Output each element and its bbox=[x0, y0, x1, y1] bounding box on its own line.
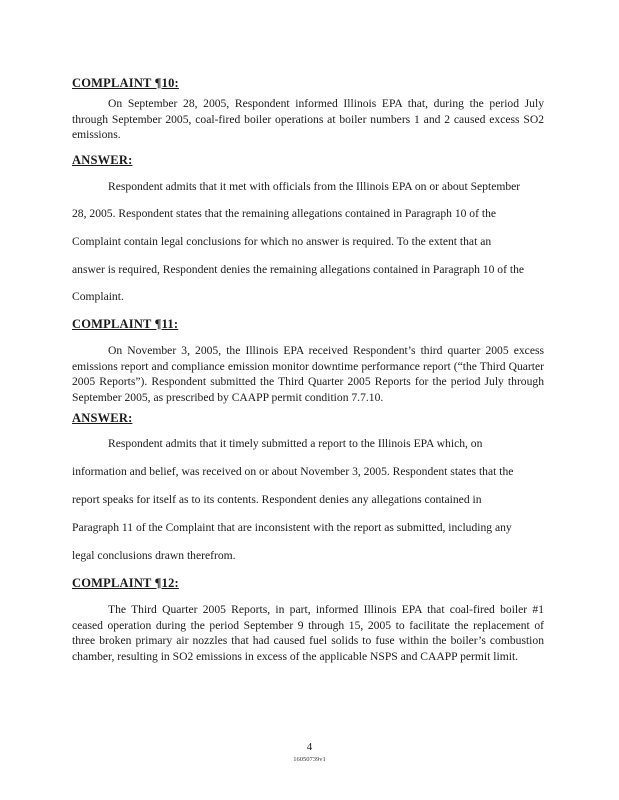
answer-11-line-3: report speaks for itself as to its contents. Respondent denies any allegations contained in bbox=[72, 493, 482, 506]
answer-10-line-3: Complaint contain legal conclusions for which no answer is required. To the extent that an bbox=[72, 235, 492, 248]
complaint-11-text: On November 3, 2005, the Illinois EPA received Respondent’s third quarter 2005 excess emissions report and compliance emission monitor downtime performance report (“the Third Quarter 2005 Reports”). Respondent submitted the Third Quarter 2005 Reports for the period July through September 2005, as prescribed by CAAPP permit condition 7.7.10. bbox=[72, 344, 544, 404]
answer-11-heading: ANSWER: bbox=[72, 411, 133, 425]
answer-10-line-2: 28, 2005. Respondent states that the remaining allegations contained in Paragraph 10 of the bbox=[72, 207, 497, 220]
document-id: 16050739v1 bbox=[293, 756, 326, 763]
complaint-11-paragraph bbox=[72, 343, 544, 405]
answer-10-line-5: Complaint. bbox=[72, 290, 124, 303]
answer-10-line-1: Respondent admits that it met with officials from the Illinois EPA on or about September bbox=[108, 180, 521, 193]
complaint-12-heading: COMPLAINT ¶12: bbox=[72, 576, 179, 590]
complaint-10-paragraph bbox=[72, 96, 544, 143]
complaint-10-text: On September 28, 2005, Respondent informed Illinois EPA that, during the period July through September 2005, coal-fired boiler operations at boiler numbers 1 and 2 caused excess SO2 emissions. bbox=[72, 97, 544, 141]
answer-11-line-5: legal conclusions drawn therefrom. bbox=[72, 549, 236, 562]
answer-11-line-2: information and belief, was received on or about November 3, 2005. Respondent states that the bbox=[72, 465, 514, 478]
answer-10-line-4: answer is required, Respondent denies the remaining allegations contained in Paragraph 10 of the bbox=[72, 263, 525, 276]
answer-10-heading: ANSWER: bbox=[72, 153, 133, 167]
answer-11-line-4: Paragraph 11 of the Complaint that are inconsistent with the report as submitted, including any bbox=[72, 521, 512, 534]
complaint-10-heading: COMPLAINT ¶10: bbox=[72, 76, 179, 90]
complaint-12-paragraph bbox=[72, 602, 544, 664]
complaint-12-text: The Third Quarter 2005 Reports, in part, informed Illinois EPA that coal-fired boiler #1 ceased operation during the period September 9 through 15, 2005 to facilitate the replacement of three broken primary air nozzles that had caused fuel solids to fuse within the boiler’s combustion chamber, resulting in SO2 emissions in excess of the applicable NSPS and CAAPP permit limit. bbox=[72, 603, 544, 663]
answer-11-line-1: Respondent admits that it timely submitted a report to the Illinois EPA which, on bbox=[108, 437, 483, 450]
page-number: 4 bbox=[306, 741, 313, 753]
complaint-11-heading: COMPLAINT ¶11: bbox=[72, 317, 179, 331]
